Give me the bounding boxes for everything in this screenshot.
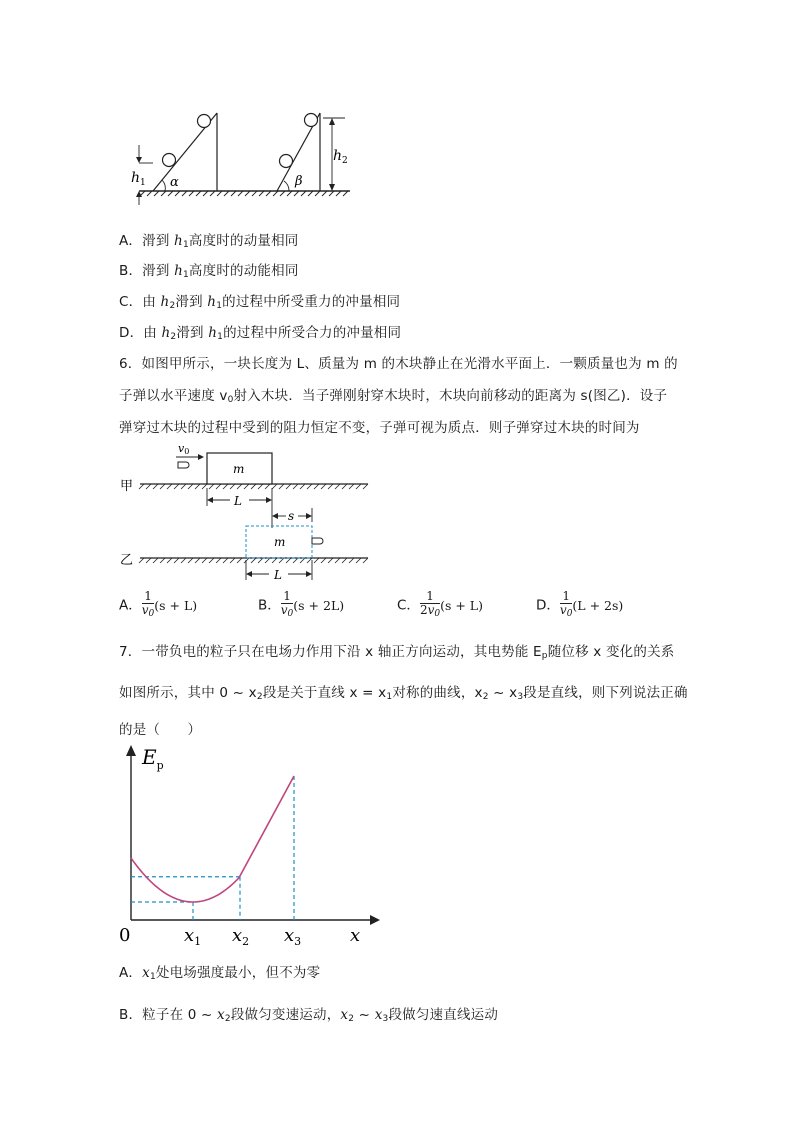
q7-option-b: B．粒子在 0 ~ $x_2$段做匀变速运动，$x_2$ ~ $x_3$段做匀速直线运动 bbox=[119, 1007, 499, 1024]
h1-label: $h_1$ bbox=[131, 170, 146, 188]
alpha-label: α bbox=[170, 175, 179, 190]
x-axis-label: x bbox=[350, 925, 361, 946]
length-label-top: L bbox=[234, 494, 242, 508]
h2-label: $h_2$ bbox=[333, 148, 348, 166]
shift-label: s bbox=[288, 509, 295, 523]
origin-label: 0 bbox=[119, 925, 131, 946]
block-mass-label-2: m bbox=[274, 535, 286, 549]
block-mass-label: m bbox=[233, 462, 245, 476]
q5-option-a: A．滑到 $h_1$高度时的动量相同 bbox=[119, 233, 299, 250]
length-label-bottom: L bbox=[274, 568, 282, 582]
q6-option-c: C． $\frac{1}{2v_0}$ (s + L) bbox=[397, 589, 483, 619]
x1-label: $x_1$ bbox=[184, 925, 202, 948]
q7-stem-line-2: 如图所示，其中 0 ~ $x_2$段是关于直线 $x = x_1$对称的曲线，$x_2$ ~ $x_3$段是直线，则下列说法正确 bbox=[119, 685, 688, 702]
q7-ep-x-graph bbox=[112, 740, 387, 950]
q5-option-c: C．由 $h_2$滑到 $h_1$的过程中所受重力的冲量相同 bbox=[119, 294, 401, 311]
q5-option-d: D．由 $h_2$滑到 $h_1$的过程中所受合力的冲量相同 bbox=[119, 325, 402, 342]
jia-label: 甲 bbox=[120, 479, 134, 494]
q7-stem-line-1: 7．一带负电的粒子只在电场力作用下沿 x 轴正方向运动，其电势能 $E_p$随位移 x 变化的关系 bbox=[119, 644, 675, 661]
q6-option-a: A． $\frac{1}{v_0}$ (s + L) bbox=[119, 589, 198, 619]
q6-stem-line-2: 子弹以水平速度 $v_0$射入木块．当子弹刚射穿木块时，木块向前移动的距离为 s(图乙)．设子 bbox=[119, 388, 668, 405]
q6-stem-line-1: 6．如图甲所示，一块长度为 L、质量为 m 的木块静止在光滑水平面上．一颗质量也为 m 的 bbox=[119, 356, 678, 372]
q6-option-b: B． $\frac{1}{v_0}$ (s + 2L) bbox=[258, 589, 345, 619]
ep-curve bbox=[131, 776, 294, 902]
q6-option-d: D． $\frac{1}{v_0}$ (L + 2s) bbox=[536, 589, 624, 619]
q6-stem-line-3: 弹穿过木块的过程中受到的阻力恒定不变，子弹可视为质点．则子弹穿过木块的时间为 bbox=[119, 420, 640, 436]
q7-stem-line-3: 的是（ ） bbox=[119, 722, 202, 738]
q7-option-a: A．$x_1$处电场强度最小，但不为零 bbox=[119, 965, 321, 982]
x2-label: $x_2$ bbox=[232, 925, 250, 948]
q6-bullet-block-figure bbox=[118, 440, 378, 585]
ep-axis-label: $E_p$ bbox=[142, 745, 164, 772]
v0-label: v0 bbox=[178, 442, 190, 456]
beta-label: β bbox=[295, 174, 303, 189]
q5-option-b: B．滑到 $h_1$高度时的动能相同 bbox=[119, 263, 299, 280]
yi-label: 乙 bbox=[120, 553, 134, 568]
x3-label: $x_3$ bbox=[284, 925, 302, 948]
q5-incline-figure bbox=[125, 105, 365, 215]
